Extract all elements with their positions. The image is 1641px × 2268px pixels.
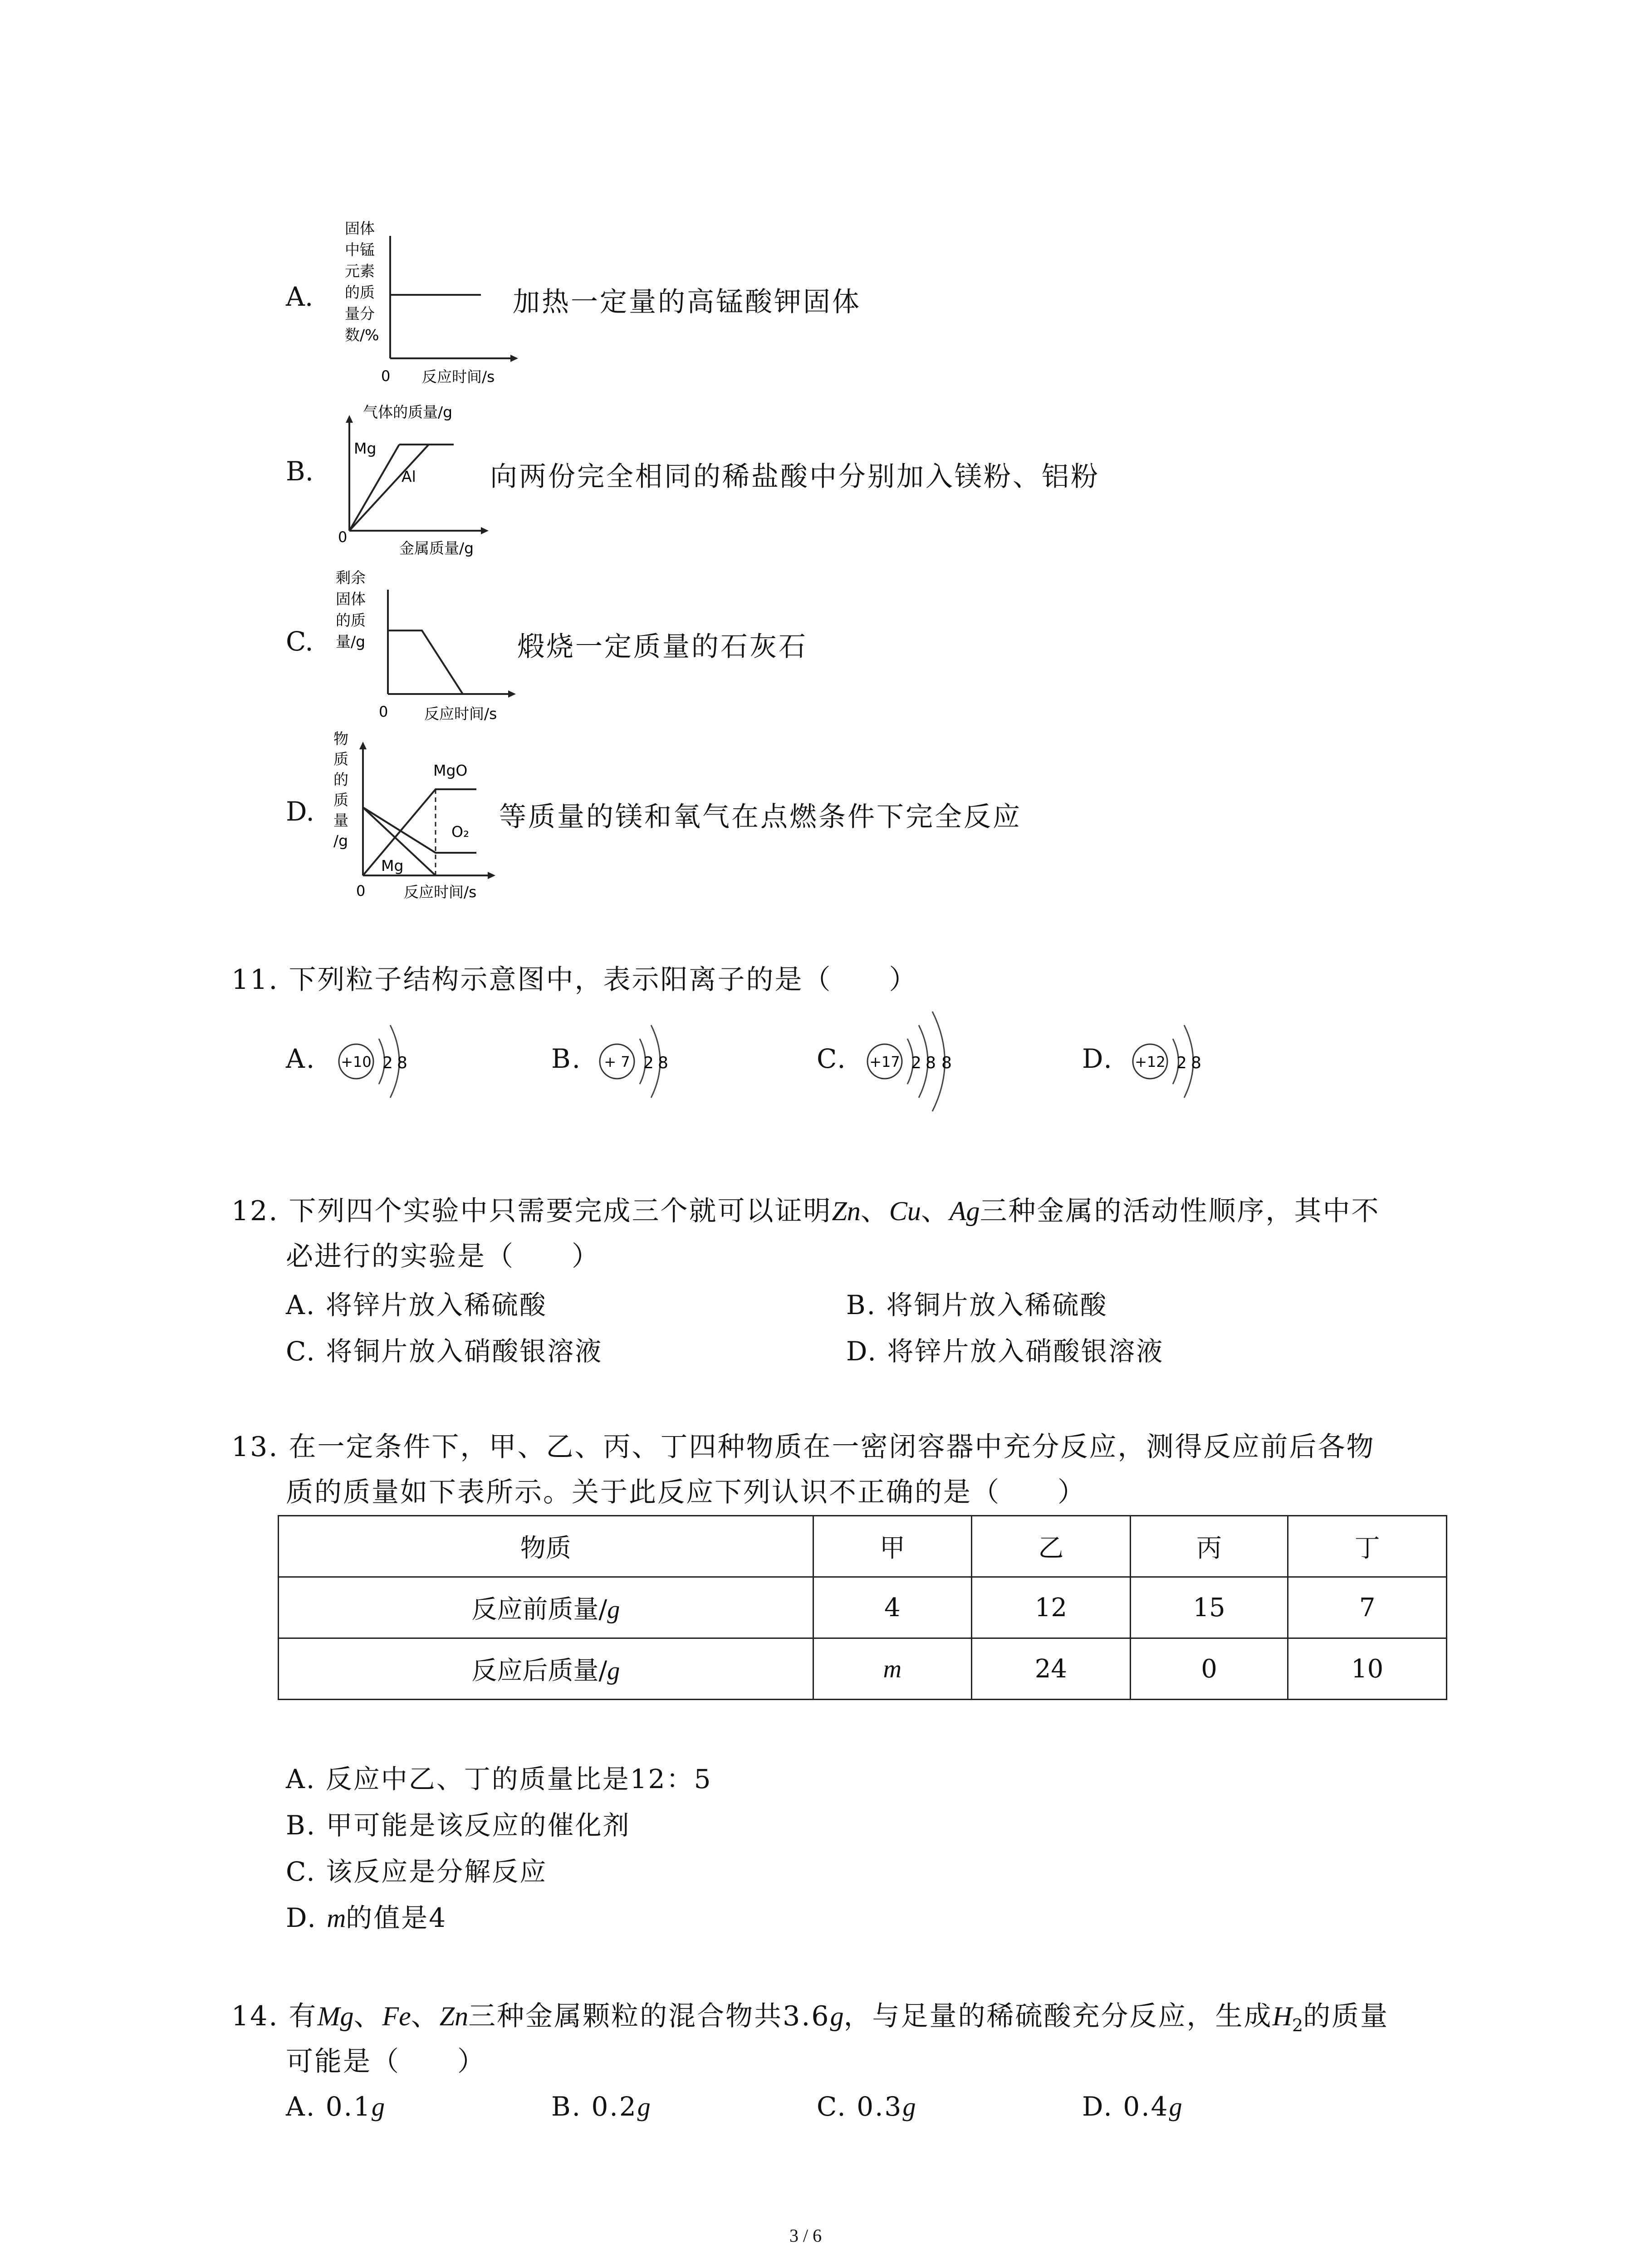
q13-choice-d-letter: D. [286, 1902, 317, 1933]
q14-unit: g [830, 2001, 844, 2031]
q14-choice-d-letter: D. [1082, 2091, 1113, 2122]
table-row [279, 1638, 1447, 1700]
q14-mg: Mg [317, 2001, 354, 2031]
q13-choice-c-letter: C. [286, 1856, 316, 1887]
q11-b-shell-2: 8 [658, 1054, 668, 1072]
q11-option-a-diagram [331, 1012, 440, 1116]
q12-zn: Zn [832, 1196, 861, 1226]
header-cell: 丙 [1130, 1516, 1288, 1577]
q14-text-3: ，与足量的稀硫酸充分反应，生成 [843, 2000, 1273, 2032]
q10-c-origin: 0 [379, 703, 388, 720]
q11-option-a-letter: A. [286, 1043, 316, 1074]
q13-choice-d [286, 1897, 447, 1935]
q11-d-shell-2: 8 [1191, 1054, 1201, 1072]
row-label-text: 反应前质量/ [471, 1595, 607, 1624]
table-header-row [279, 1516, 1447, 1577]
q11-b-nucleus: + 7 [604, 1053, 630, 1070]
q10-b-ylabel: 气体的质量/g [363, 403, 453, 421]
q12-choice-a-letter: A. [286, 1290, 316, 1320]
q10-b-mg-line [349, 445, 399, 531]
row-label [279, 1638, 813, 1700]
q12-line-2: 必进行的实验是（ ） [286, 1241, 600, 1272]
q10-c-xlabel: 反应时间/s [424, 705, 497, 723]
row-label [279, 1577, 813, 1638]
table-cell: 0 [1130, 1638, 1288, 1700]
q11-c-shell-1: 2 [911, 1054, 921, 1072]
q13-line-2: 质的质量如下表所示。关于此反应下列认识不正确的是（ ） [286, 1476, 1086, 1508]
table-cell: 7 [1288, 1577, 1447, 1638]
table-cell: 10 [1288, 1638, 1447, 1700]
q14-line-2: 可能是（ ） [286, 2046, 486, 2077]
q12-choice-b-letter: B. [846, 1290, 877, 1320]
q10-c-ylabel-2: 固体 [336, 590, 366, 608]
q14-zn: Zn [439, 2001, 469, 2031]
q10-option-d-desc: 等质量的镁和氧气在点燃条件下完全反应 [499, 801, 1022, 833]
q11-a-shell-2: 8 [397, 1054, 407, 1072]
table-cell: 12 [972, 1577, 1131, 1638]
q14-choice-d-value: 0.4 [1123, 2091, 1169, 2122]
q13-text-1: 在一定条件下，甲、乙、丙、丁四种物质在一密闭容器中充分反应，测得反应前后各物 [289, 1431, 1375, 1463]
row-label-unit: g [607, 1596, 620, 1624]
q10-d-ylabel-4: 质 [333, 791, 348, 809]
q10-a-ylabel-3: 元素 [345, 262, 375, 280]
q12-choice-c-text: 将铜片放入硝酸银溶液 [326, 1336, 603, 1367]
q14-choice-b [551, 2091, 651, 2122]
q11-option-b-letter: B. [551, 1043, 582, 1074]
q14-number: 14. [231, 2000, 279, 2032]
table-cell: 4 [813, 1577, 972, 1638]
q10-a-xlabel: 反应时间/s [422, 368, 495, 386]
q13-table [278, 1515, 1447, 1700]
q12-choice-a [286, 1284, 547, 1322]
q10-c-ylabel-1: 剩余 [336, 569, 366, 587]
q14-choice-a-value: 0.1 [325, 2091, 372, 2122]
q10-a-ylabel-5: 量分 [345, 305, 375, 323]
q12-sep-2: 、 [921, 1195, 950, 1227]
q12-choice-d-letter: D. [846, 1336, 877, 1367]
q13-choice-a [286, 1758, 712, 1796]
q10-c-ylabel-4: 量/g [336, 633, 366, 650]
q10-option-c-desc: 煅烧一定质量的石灰石 [517, 631, 808, 663]
q14-choice-a-letter: A. [286, 2091, 316, 2122]
q10-a-origin: 0 [381, 367, 391, 385]
q12-line-1 [231, 1188, 1380, 1234]
q10-d-series-mg: Mg [381, 857, 404, 875]
q10-d-series-o2: O₂ [451, 823, 470, 841]
q13-number: 13. [231, 1431, 279, 1463]
header-cell: 乙 [972, 1516, 1131, 1577]
q12-choice-b-text: 将铜片放入稀硫酸 [886, 1290, 1108, 1320]
q13-choice-a-text: 反应中乙、丁的质量比是12：5 [325, 1764, 712, 1794]
q11-d-shell-1: 2 [1176, 1054, 1187, 1072]
q10-c-ylabel [336, 569, 366, 650]
q14-choice-c-letter: C. [817, 2091, 847, 2122]
header-cell: 甲 [813, 1516, 972, 1577]
q12-text-post: 三种金属的活动性顺序，其中不 [980, 1195, 1380, 1227]
q10-option-a-graph [331, 218, 522, 399]
q14-text-2: 三种金属颗粒的混合物共 [468, 2000, 783, 2032]
header-cell: 丁 [1288, 1516, 1447, 1577]
q13-choice-b-letter: B. [286, 1810, 317, 1841]
q11-a-nucleus: +10 [341, 1053, 372, 1070]
q11-option-c-diagram [860, 1002, 978, 1125]
header-cell: 物质 [279, 1516, 813, 1577]
q10-option-d-letter: D. [286, 796, 314, 827]
q14-choice-c-value: 0.3 [857, 2091, 903, 2122]
q10-d-ylabel-1: 物 [333, 730, 348, 748]
q12-choice-b [846, 1284, 1108, 1322]
q11-option-d-letter: D. [1082, 1043, 1113, 1074]
q11-c-shell-3: 8 [941, 1054, 952, 1072]
q12-ag: Ag [949, 1196, 980, 1226]
q11-option-d-diagram [1125, 1012, 1234, 1116]
q10-d-ylabel-6: /g [333, 832, 348, 850]
q13-choice-c-text: 该反应是分解反应 [326, 1856, 548, 1887]
table-cell: 15 [1130, 1577, 1288, 1638]
q10-b-xlabel: 金属质量/g [399, 539, 474, 557]
table-cell-m: m [883, 1655, 902, 1683]
q11-number: 11. [231, 964, 279, 996]
q11-option-c-letter: C. [817, 1043, 847, 1074]
q14-amount: 3.6 [783, 2000, 830, 2032]
q14-text-4: 的质量 [1303, 2000, 1389, 2032]
q12-choice-c [286, 1330, 603, 1368]
q14-choice-d [1082, 2091, 1182, 2122]
q14-sub: 2 [1292, 2015, 1303, 2035]
q11-d-nucleus: +12 [1135, 1053, 1166, 1070]
q10-d-series-mgo: MgO [433, 762, 468, 779]
q10-d-ylabel-2: 质 [333, 750, 348, 768]
q10-d-ylabel [333, 730, 348, 850]
q14-choice-d-unit: g [1169, 2092, 1182, 2121]
q10-b-origin: 0 [338, 528, 348, 546]
table-cell: 24 [972, 1638, 1131, 1700]
q12-choice-a-text: 将锌片放入稀硫酸 [325, 1290, 547, 1320]
q10-option-c-graph [331, 562, 522, 726]
page-number: 3 / 6 [789, 2225, 822, 2246]
q10-b-series-mg: Mg [354, 440, 377, 457]
row-label-unit: g [607, 1657, 620, 1685]
q10-b-series-al: Al [402, 468, 416, 485]
q14-h: H [1272, 2001, 1292, 2031]
q10-b-al-line [349, 445, 429, 531]
q12-choice-d [846, 1330, 1164, 1368]
q11-stem [231, 957, 918, 1002]
q10-option-b-desc: 向两份完全相同的稀盐酸中分别加入镁粉、铝粉 [490, 461, 1100, 493]
q13-choice-d-text: 的值是4 [346, 1902, 447, 1933]
q11-text: 下列粒子结构示意图中，表示阳离子的是（ ） [289, 964, 918, 996]
q12-text-pre: 下列四个实验中只需要完成三个就可以证明 [289, 1195, 832, 1227]
q13-choice-b-text: 甲可能是该反应的催化剂 [326, 1810, 631, 1841]
q10-a-ylabel-2: 中锰 [345, 241, 375, 259]
q10-d-xlabel: 反应时间/s [404, 883, 477, 901]
q12-sep-1: 、 [860, 1195, 889, 1227]
q14-choice-c [817, 2091, 916, 2122]
q14-choice-b-unit: g [637, 2092, 651, 2121]
q10-option-a-letter: A. [286, 281, 314, 312]
q11-option-b-diagram [592, 1012, 701, 1116]
q14-fe: Fe [382, 2001, 411, 2031]
q10-d-ylabel-5: 量 [333, 811, 348, 829]
q10-a-ylabel-4: 的质 [345, 284, 375, 301]
q13-line-1 [231, 1424, 1375, 1470]
q13-choice-a-letter: A. [286, 1764, 316, 1794]
q14-text-1: 有 [289, 2000, 318, 2032]
q12-number: 12. [231, 1195, 279, 1227]
q14-choice-b-letter: B. [551, 2091, 582, 2122]
q10-a-ylabel-1: 固体 [345, 220, 375, 237]
q10-c-ylabel-3: 的质 [336, 611, 366, 629]
q13-choice-b [286, 1804, 631, 1842]
q11-b-shell-1: 2 [643, 1054, 654, 1072]
table-cell [813, 1638, 972, 1700]
q14-choice-a [286, 2091, 385, 2122]
q14-sep-2: 、 [411, 2000, 440, 2032]
q14-choice-c-unit: g [902, 2092, 916, 2121]
q13-choice-d-m: m [327, 1903, 346, 1933]
q10-d-origin: 0 [356, 882, 366, 899]
q14-sep-1: 、 [353, 2000, 382, 2032]
table-row [279, 1577, 1447, 1638]
q10-a-ylabel [345, 220, 379, 344]
q10-option-d-graph [331, 726, 522, 907]
q11-c-shell-2: 8 [926, 1054, 936, 1072]
q10-option-c-letter: C. [286, 626, 314, 657]
q14-choice-b-value: 0.2 [591, 2091, 637, 2122]
q10-option-b-letter: B. [286, 456, 314, 487]
q10-option-a-desc: 加热一定量的高锰酸钾固体 [513, 286, 861, 318]
q11-c-nucleus: +17 [869, 1053, 900, 1070]
q12-choice-c-letter: C. [286, 1336, 316, 1367]
q13-choice-c [286, 1850, 547, 1888]
q12-cu: Cu [889, 1196, 921, 1226]
q10-c-curve [388, 631, 463, 694]
row-label-text: 反应后质量/ [471, 1656, 607, 1686]
q11-a-shell-1: 2 [382, 1054, 393, 1072]
q10-d-ylabel-3: 的 [333, 771, 348, 788]
q10-a-ylabel-6: 数/% [345, 326, 379, 344]
q14-choice-a-unit: g [372, 2092, 385, 2121]
q12-choice-d-text: 将锌片放入硝酸银溶液 [887, 1336, 1164, 1367]
